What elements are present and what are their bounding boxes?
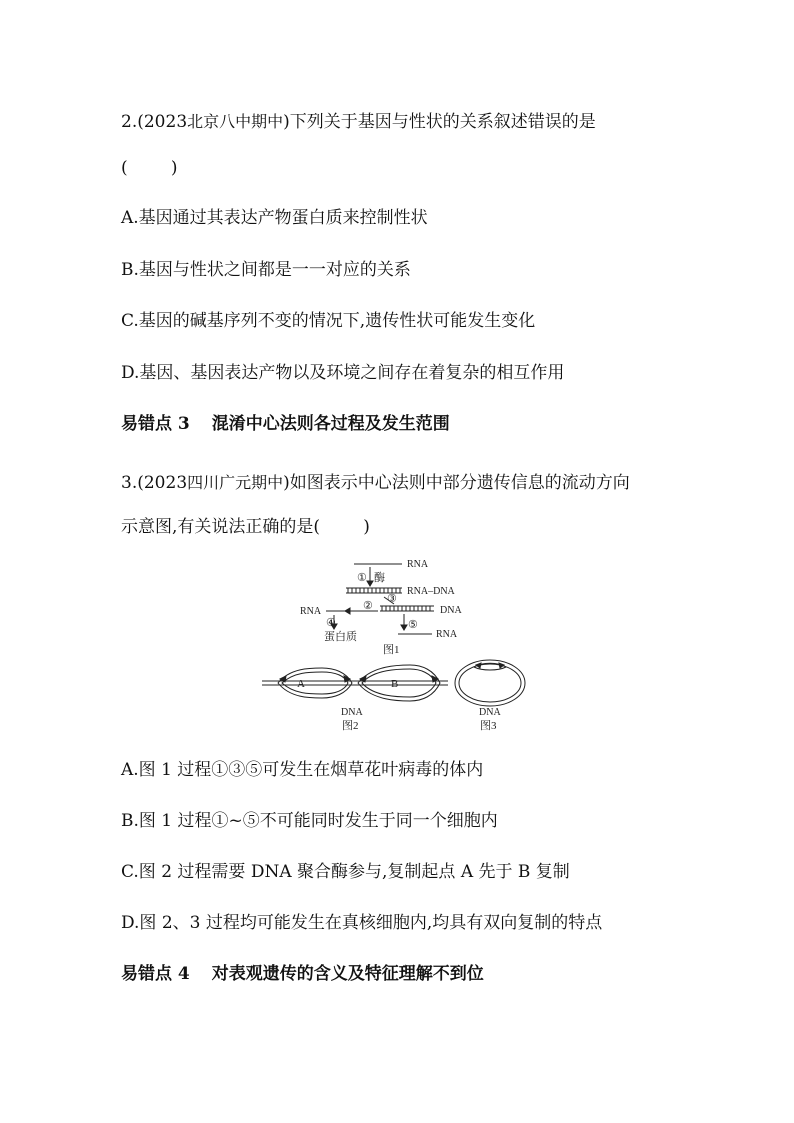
fig1-caption: 图1 xyxy=(383,644,400,656)
fig2-dna: DNA xyxy=(341,707,363,718)
figure-2-labels xyxy=(297,678,398,732)
fig2-label-a: A xyxy=(297,678,305,690)
q2-number: 2. xyxy=(121,112,138,132)
figure-2 xyxy=(262,665,448,701)
q2-stem-line xyxy=(121,111,596,133)
q2-source: 北京八中期中 xyxy=(187,112,284,131)
fig3-dna: DNA xyxy=(479,707,501,718)
central-dogma-figure xyxy=(250,552,550,742)
section-heading-4 xyxy=(121,963,484,985)
fig1-dna: DNA xyxy=(440,605,462,616)
fig1-step5: ⑤ xyxy=(408,619,418,631)
q2-source-open: (2023 xyxy=(137,112,188,132)
fig2-label-b: B xyxy=(391,678,399,690)
fig2-caption: 图2 xyxy=(342,720,359,732)
fig3-caption: 图3 xyxy=(480,720,497,732)
heading-4-label: 易错点 4 xyxy=(121,964,190,984)
q2-option-d: D.基因、基因表达产物以及环境之间存在着复杂的相互作用 xyxy=(121,363,565,383)
fig1-rna-bottom: RNA xyxy=(436,629,458,640)
replication-bubble-b xyxy=(358,665,440,701)
q2-source-close: ) xyxy=(283,112,290,132)
q2-option-a: A.基因通过其表达产物蛋白质来控制性状 xyxy=(121,208,428,228)
step1-arrowhead xyxy=(367,581,373,586)
fig1-rna-top: RNA xyxy=(407,559,429,570)
figure-3 xyxy=(455,660,525,706)
heading-4-title: 对表观遗传的含义及特征理解不到位 xyxy=(211,964,484,984)
fig1-protein: 蛋白质 xyxy=(324,631,357,643)
q3-stem-line-2: 示意图,有关说法正确的是( ) xyxy=(121,517,370,537)
q2-answer-blank: ( ) xyxy=(121,158,178,178)
circular-fork-right xyxy=(499,663,504,668)
q3-stem-line-1 xyxy=(121,472,630,494)
q2-option-c: C.基因的碱基序列不变的情况下,遗传性状可能发生变化 xyxy=(121,311,536,331)
q2-option-b: B.基因与性状之间都是一一对应的关系 xyxy=(121,260,411,280)
fig1-enzyme: 酶 xyxy=(374,572,385,584)
q3-option-b: B.图 1 过程①~⑤不可能同时发生于同一个细胞内 xyxy=(121,811,498,831)
dna-base-pairs xyxy=(382,606,430,611)
fig1-rna-dna: RNA–DNA xyxy=(407,586,455,597)
q3-stem-part-1: 如图表示中心法则中部分遗传信息的流动方向 xyxy=(289,473,630,493)
replication-bubble-a-inner xyxy=(282,672,348,694)
figure-3-labels xyxy=(479,707,501,732)
circular-fork-left xyxy=(476,663,481,668)
q2-stem: 下列关于基因与性状的关系叙述错误的是 xyxy=(289,112,596,132)
fig1-step4: ④ xyxy=(326,617,336,629)
q3-option-d: D.图 2、3 过程均可能发生在真核细胞内,均具有双向复制的特点 xyxy=(121,913,603,933)
q3-source-open: (2023 xyxy=(137,473,188,493)
section-heading-3 xyxy=(121,413,450,435)
q3-number: 3. xyxy=(121,473,138,493)
heading-3-title: 混淆中心法则各过程及发生范围 xyxy=(211,414,450,434)
heading-3-label: 易错点 3 xyxy=(121,414,190,434)
fig1-step1: ① xyxy=(357,572,367,584)
q3-option-a: A.图 1 过程①③⑤可发生在烟草花叶病毒的体内 xyxy=(121,760,484,780)
figure-1-labels xyxy=(300,559,462,656)
step5-arrowhead xyxy=(401,625,407,630)
fig1-step3: ③ xyxy=(387,593,397,605)
replication-bubble-b-inner xyxy=(362,669,436,697)
fig1-rna-left: RNA xyxy=(300,606,322,617)
q3-option-c: C.图 2 过程需要 DNA 聚合酶参与,复制起点 A 先于 B 复制 xyxy=(121,862,570,882)
fig1-step2: ② xyxy=(363,600,373,612)
q3-source: 四川广元期中 xyxy=(187,473,284,492)
q3-source-close: ) xyxy=(283,473,290,493)
circular-dna-outer xyxy=(455,660,525,706)
